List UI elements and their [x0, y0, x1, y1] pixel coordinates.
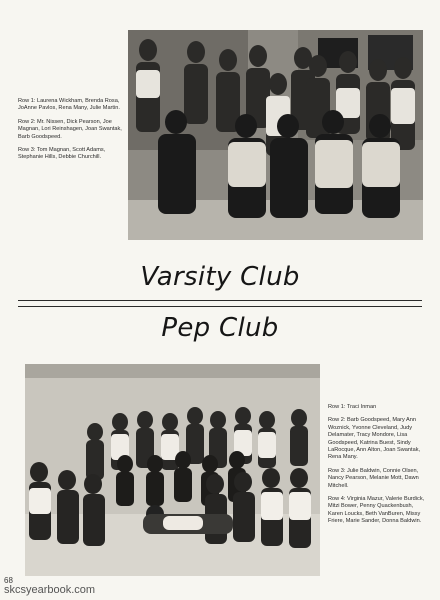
varsity-club-caption [18, 98, 122, 168]
pep-group-photo-image [25, 364, 320, 576]
pep-row-4: Row 4: Virginia Mazur, Valerie Burdick, Mitzi Bower, Penny Quackenbush, Karen Loucks, Beth VanBuren, Missy Friere, Marie Sander, Donna Baldwin. [328, 496, 425, 525]
watermark: skcsyearbook.com [4, 584, 96, 596]
divider-line [18, 300, 422, 301]
pep-row-3: Row 3: Julie Baldwin, Connie Olsen, Nancy Pearson, Melanie Mott, Dawn Mitchell. [328, 467, 419, 489]
varsity-row-3: Row 3: Tom Magnan, Scott Adams, Stephanie Hills, Debbie Churchill. [18, 147, 106, 161]
varsity-row-1: Row 1: Laurena Wickham, Brenda Rosa, JoAnne Pavlos, Rena Many, Julie Martin. [18, 98, 120, 112]
pep-row-2: Row 2: Barb Goodspeed, Mary Ann Woznick, Yvonne Cleveland, Judy Delamater, Tracy Mondore, Lisa Goodspeed, Katrina Buest, Sindy LaRocque, Ann Alton, Joan Swantak, Rena Many. [328, 417, 421, 461]
varsity-club-photo [128, 30, 423, 240]
divider-line [18, 306, 422, 307]
varsity-club-title: Varsity Club [140, 262, 300, 292]
pep-club-caption [328, 404, 428, 532]
page-number: 68 [4, 576, 13, 585]
pep-club-photo [25, 364, 320, 576]
varsity-group-photo-image [128, 30, 423, 240]
varsity-row-2: Row 2: Mr. Nissen, Dick Pearson, Joe Magnan, Lori Reinshagen, Joan Swantak, Barb Goodspeed. [18, 118, 122, 140]
pep-row-1: Row 1: Traci Inman [328, 404, 377, 410]
pep-club-title: Pep Club [161, 313, 279, 343]
